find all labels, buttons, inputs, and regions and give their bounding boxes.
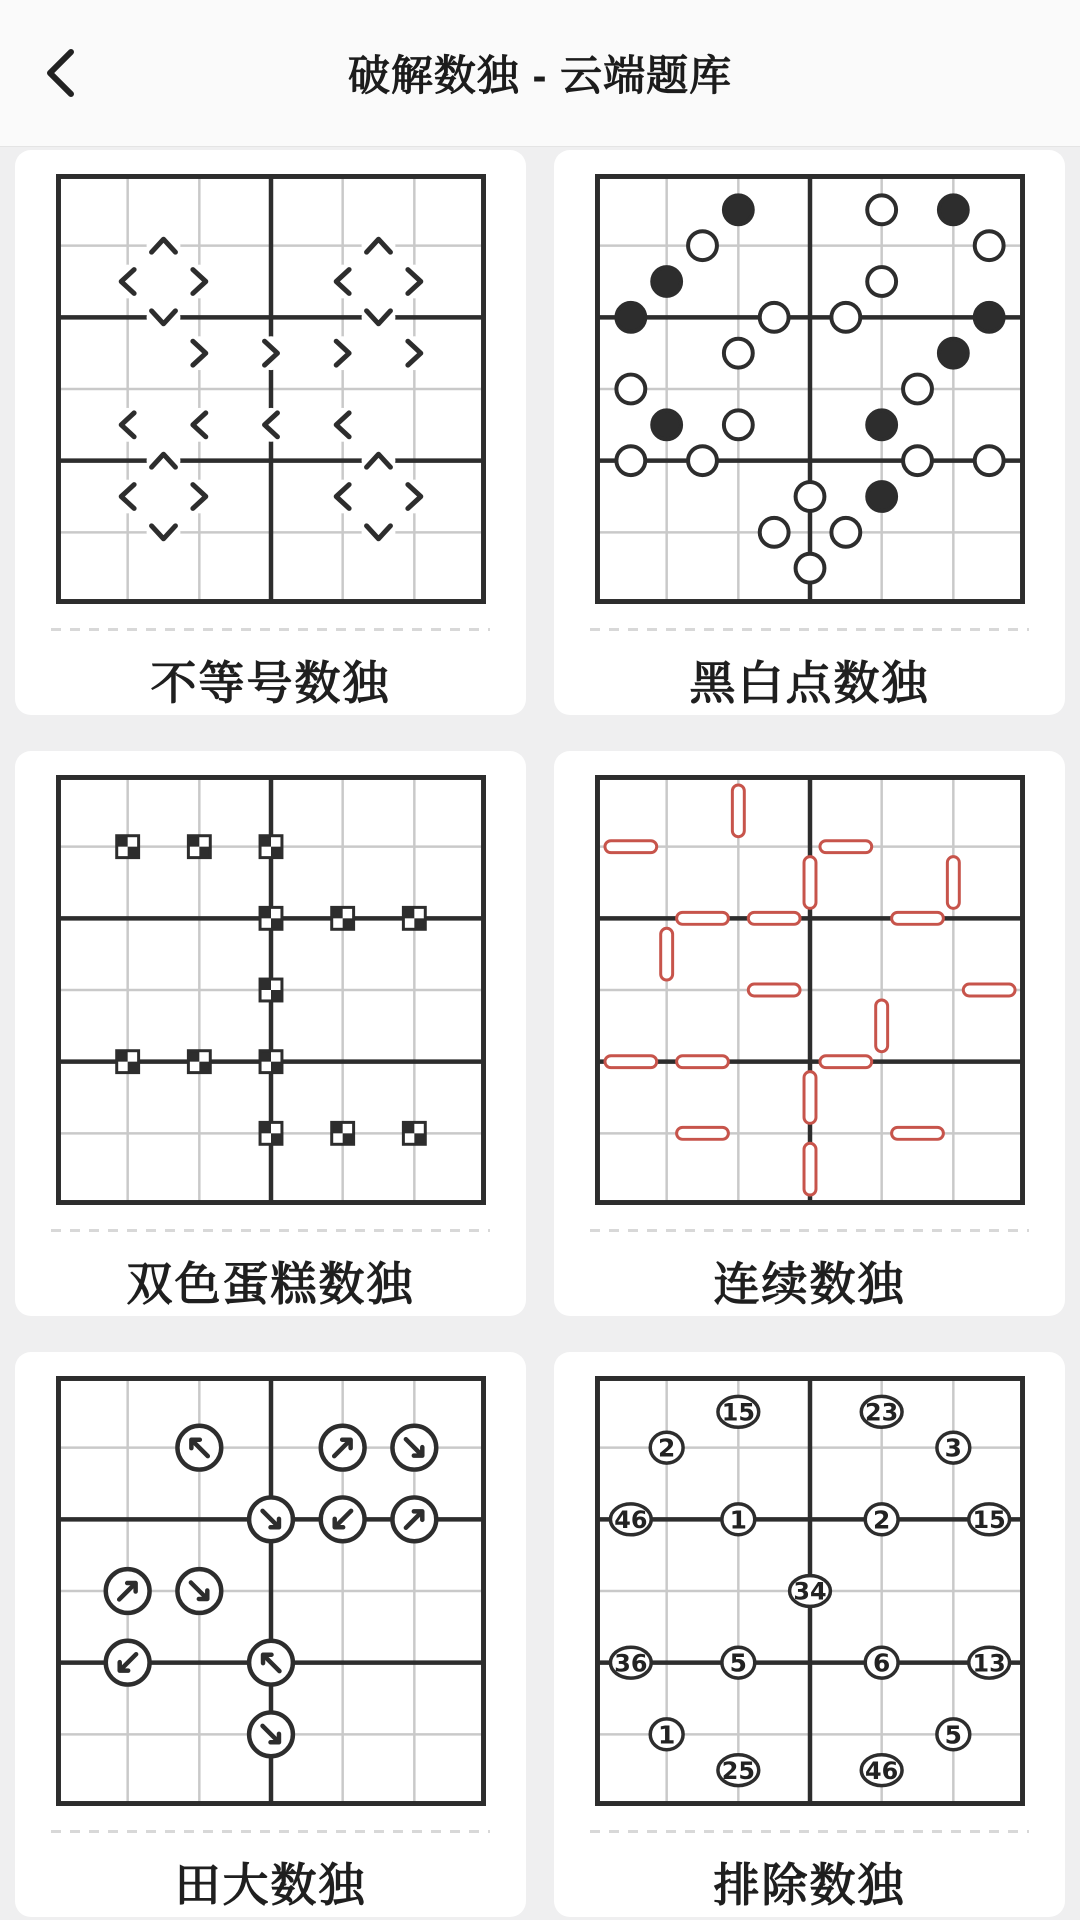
svg-text:2: 2	[657, 1433, 675, 1463]
svg-text:36: 36	[613, 1649, 647, 1678]
dashed-divider	[590, 628, 1029, 631]
page-title: 破解数独 - 云端题库	[347, 52, 733, 99]
svg-text:15: 15	[721, 1398, 755, 1427]
svg-text:23: 23	[864, 1398, 898, 1427]
dashed-divider	[51, 1830, 490, 1833]
puzzle-card-arrow-circle[interactable]	[15, 1352, 526, 1917]
svg-text:13: 13	[972, 1649, 1006, 1678]
svg-text:15: 15	[972, 1505, 1006, 1534]
svg-text:1: 1	[729, 1505, 747, 1535]
puzzle-board-inequality	[56, 174, 486, 604]
puzzle-label: 田大数独	[174, 1859, 367, 1911]
puzzle-label: 不等号数独	[150, 657, 391, 709]
puzzle-card-exclusion[interactable]	[554, 1352, 1065, 1917]
puzzle-board-black-white-dot	[595, 174, 1025, 604]
svg-text:6: 6	[872, 1648, 890, 1678]
puzzle-board-consecutive	[595, 775, 1025, 1205]
svg-text:2: 2	[872, 1505, 890, 1535]
puzzle-board-two-color-cake	[56, 775, 486, 1205]
svg-text:1: 1	[657, 1720, 675, 1750]
puzzle-board-arrow-circle	[56, 1376, 486, 1806]
puzzle-label: 排除数独	[713, 1859, 906, 1911]
dashed-divider	[590, 1229, 1029, 1232]
puzzle-card-grid	[0, 147, 1080, 1917]
svg-text:25: 25	[721, 1756, 755, 1785]
svg-text:5: 5	[729, 1648, 747, 1678]
dashed-divider	[51, 628, 490, 631]
puzzle-label: 连续数独	[713, 1258, 906, 1310]
svg-text:46: 46	[864, 1756, 898, 1785]
svg-text:46: 46	[613, 1505, 647, 1534]
svg-text:3: 3	[944, 1433, 962, 1463]
puzzle-board-exclusion	[595, 1376, 1025, 1806]
app-header	[0, 0, 1080, 147]
dashed-divider	[590, 1830, 1029, 1833]
back-button[interactable]	[24, 37, 96, 109]
puzzle-label: 双色蛋糕数独	[126, 1258, 415, 1310]
puzzle-label: 黑白点数独	[689, 657, 930, 709]
dashed-divider	[51, 1229, 490, 1232]
svg-text:5: 5	[944, 1720, 962, 1750]
chevron-left-icon	[43, 47, 77, 99]
puzzle-card-black-white-dot[interactable]	[554, 150, 1065, 715]
puzzle-card-inequality[interactable]	[15, 150, 526, 715]
puzzle-card-consecutive[interactable]	[554, 751, 1065, 1316]
puzzle-card-two-color-cake[interactable]	[15, 751, 526, 1316]
svg-text:34: 34	[792, 1577, 827, 1606]
